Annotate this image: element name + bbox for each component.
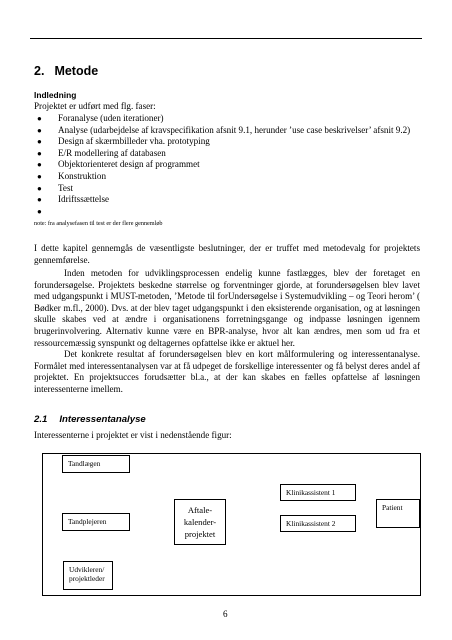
bullet-icon: ● bbox=[37, 148, 42, 158]
list-item: ● Konstruktion bbox=[37, 170, 106, 181]
list-item: ● E/R modellering af databasen bbox=[37, 147, 166, 158]
section-subheading: Indledning bbox=[34, 90, 77, 100]
bullet-icon: ● bbox=[37, 125, 42, 135]
section-number: 2.1 bbox=[34, 414, 48, 425]
bullet-icon: ● bbox=[37, 171, 42, 181]
paragraph-3: Det konkrete resultat af forundersøgelsen blev en kort målformulering og interessentanalyse. Formålet med interessentanalysen var at få udpeget de forskellige interessenter og få belyst deres andel af projektet. En projektsucces forudsætter bl.a., at der kan skabes en fælles opfattelse af løsningen interessenterne imellem. bbox=[34, 349, 420, 394]
bullet-icon: ● bbox=[37, 195, 42, 205]
chapter-number: 2. bbox=[34, 64, 45, 78]
stakeholder-box-patient: Patient bbox=[376, 499, 420, 528]
stakeholder-box-dentist: Tandlægen bbox=[62, 455, 130, 473]
section-intro: Interessenterne i projektet er vist i nedenstående figur: bbox=[34, 430, 232, 440]
stakeholder-box-clinic-assistant-2: Klinikassistent 2 bbox=[280, 515, 356, 532]
paragraph-2: Inden metoden for udviklingsprocessen endelig kunne fastlægges, blev der foretaget en forundersøgelse. Projektets beskedne størrelse og forventninger gjorde, at forundersøgelsen blev lavet med udgangspunkt i MUST-metoden, ’Metode til forUndersøgelse i Systemudvikling – og Teori herom’ ( Bødker m.fl., 2000). Dvs. at der blev taget udgangspunkt i den eksisterende organisation, og at løsningen skulle skabes ved at ændre i organisationens forretningsgange og indpasse løsningen igennem brugerinvolvering. Alternativ kunne være en BPR-analyse, hvor alt kan ændres, men som ud fra et ressourcemæssig synspunkt og deltagernes opfattelse ikke er aktuel her. bbox=[34, 268, 420, 348]
section-title: Interessentanalyse bbox=[59, 414, 146, 425]
bullet-icon: ● bbox=[37, 206, 42, 216]
list-item: ● Idriftssættelse bbox=[37, 194, 110, 205]
stakeholder-box-project: Aftale- kalender- projektet bbox=[174, 499, 226, 545]
page-number: 6 bbox=[223, 609, 228, 619]
list-item: ● Objektorienteret design af programmet bbox=[37, 159, 200, 170]
intro-lead: Projektet er udført med flg. faser: bbox=[34, 101, 156, 111]
chapter-title: Metode bbox=[54, 64, 99, 78]
bullet-icon: ● bbox=[37, 183, 42, 193]
list-item: ● Design af skærmbilleder vha. prototyping bbox=[37, 136, 210, 147]
bullet-icon: ● bbox=[37, 137, 42, 147]
paragraph-1: I dette kapitel gennemgås de væsentligste beslutninger, der er truffet med metodevalg for projektets gennemførelse. bbox=[34, 243, 420, 265]
note-text: note: fra analysefasen til test er der flere gennemløb bbox=[34, 220, 163, 227]
list-item: ● Test bbox=[37, 182, 74, 193]
list-item: ● Analyse (udarbejdelse af kravspecifikation afsnit 9.1, herunder ’use case beskrivelser’ afsnit 9.2) bbox=[37, 124, 411, 135]
stakeholder-box-clinic-assistant-1: Klinikassistent 1 bbox=[280, 484, 356, 501]
bullet-icon: ● bbox=[37, 160, 42, 170]
list-item: ● Foranalyse (uden iterationer) bbox=[37, 113, 164, 123]
stakeholder-box-dental-hygienist: Tandplejeren bbox=[62, 513, 130, 531]
bullet-icon: ● bbox=[37, 114, 42, 123]
stakeholder-box-developer: Udvikleren/ projektleder bbox=[63, 561, 113, 590]
